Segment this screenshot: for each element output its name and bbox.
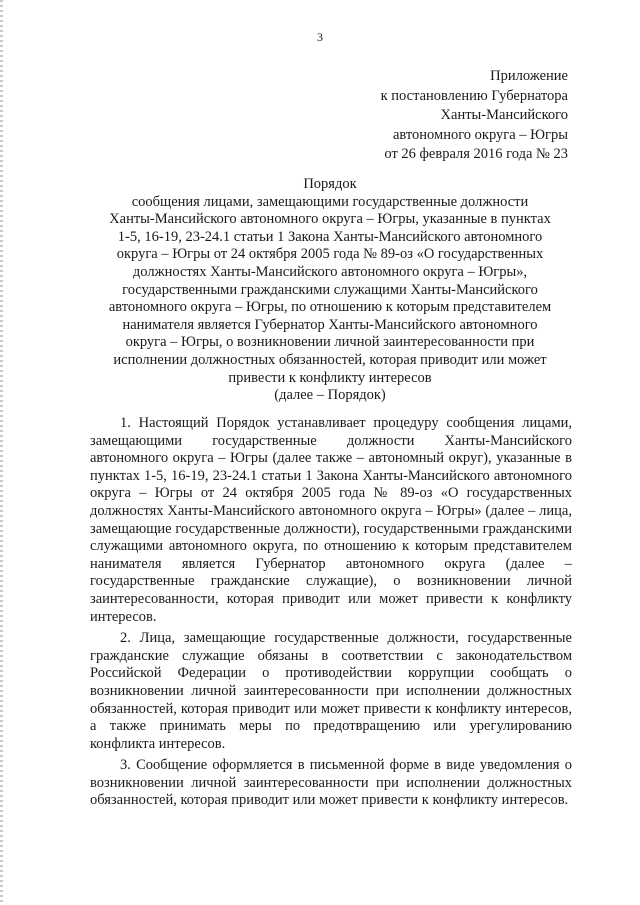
title-line: привести к конфликту интересов	[228, 369, 432, 386]
document-title	[80, 176, 580, 405]
title-line: округа – Югры, о возникновении личной заинтересованности при	[125, 334, 535, 351]
scan-edge	[0, 0, 3, 905]
appendix-line: к постановлению Губернатора	[380, 87, 568, 104]
title-line: (далее – Порядок)	[274, 387, 386, 404]
paragraph-3: 3. Сообщение оформляется в письменной форме в виде уведомления о возникновении личной заинтересованности при исполнении должностных обязанностей, которая приводит или может привести к конфликту интересов.	[90, 757, 572, 809]
title-line: Ханты-Мансийского автономного округа – Югры, указанные в пунктах	[109, 211, 551, 228]
page-number: 3	[317, 30, 323, 44]
paragraph-1: 1. Настоящий Порядок устанавливает процедуру сообщения лицами, замещающими государственные должности Ханты-Мансийского автономного округа – Югры (далее также – автономный округ), указанные в пунктах 1-5, 16-19, 23-24.1 статьи 1 Закона Ханты-Мансийского автономного округа – Югры от 24 октября 2005 года № 89-оз «О государственных должностях Ханты-Мансийского автономного округа – Югры» (далее – лица, замещающие государственные должности), государственными гражданскими служащими автономного округа, по отношению к которым представителем нанимателя является Губернатор автономного округа (далее – государственные гражданские служащие), о возникновении личной заинтересованности, которая приводит или может привести к конфликту интересов.	[90, 415, 572, 625]
paragraph-2: 2. Лица, замещающие государственные должности, государственные гражданские служащие обязаны в соответствии с законодательством Российской Федерации о противодействии коррупции сообщать о возникновении личной заинтересованности при исполнении должностных обязанностей, которая приводит или может привести к конфликту интересов, а также принимать меры по предотвращению или урегулированию конфликта интересов.	[90, 630, 572, 752]
appendix-line: от 26 февраля 2016 года № 23	[384, 146, 568, 162]
title-line: должностях Ханты-Мансийского автономного округа – Югры»,	[132, 263, 528, 280]
title-line: государственными гражданскими служащими Ханты-Мансийского	[122, 281, 538, 298]
appendix-line: Приложение	[490, 68, 568, 84]
title-line: 1-5, 16-19, 23-24.1 статьи 1 Закона Ханты-Мансийского автономного	[117, 228, 543, 245]
title-line: нанимателя является Губернатор Ханты-Мансийского автономного	[122, 316, 538, 333]
title-line: автономного округа – Югры, по отношению к которым представителем	[108, 299, 552, 316]
title-line: округа – Югры от 24 октября 2005 года № 89-оз «О государственных	[116, 246, 544, 263]
title-heading: Порядок	[303, 176, 357, 192]
appendix-line: автономного округа – Югры	[392, 126, 568, 143]
appendix-block	[381, 67, 568, 165]
title-line: исполнении должностных обязанностей, которая приводит или может	[113, 351, 547, 368]
appendix-line: Ханты-Мансийского	[440, 107, 568, 123]
title-line: сообщения лицами, замещающими государственные должности	[131, 193, 529, 210]
document-body	[90, 415, 572, 814]
